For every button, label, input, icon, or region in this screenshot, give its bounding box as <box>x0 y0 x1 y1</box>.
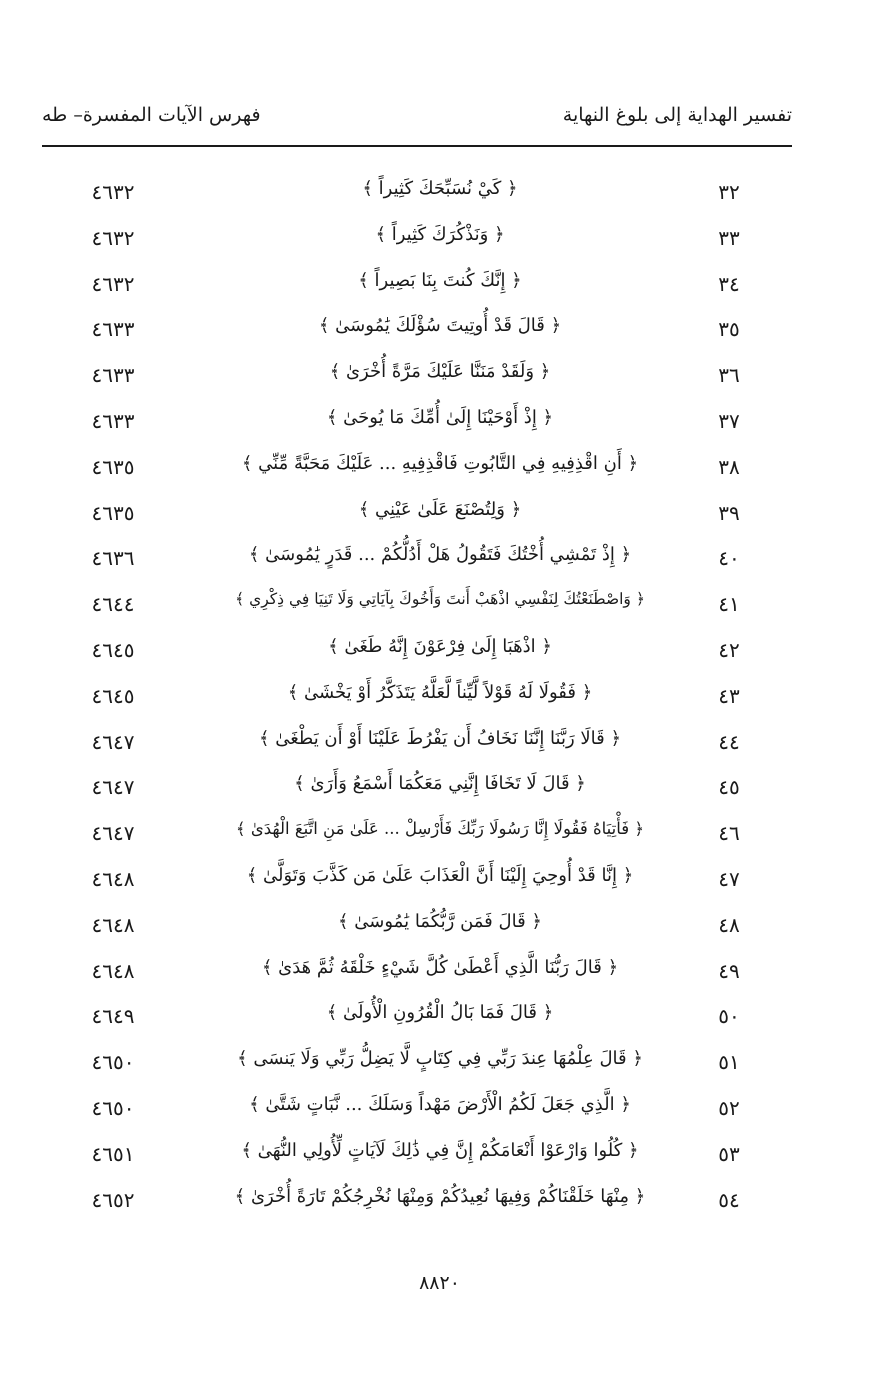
verse-number: ٤٣ <box>718 683 740 708</box>
table-row <box>40 405 800 451</box>
verse-number: ٤٤ <box>718 729 740 754</box>
page-reference: ٤٦٣٢ <box>91 225 135 250</box>
page-reference: ٤٦٤٨ <box>91 866 135 891</box>
verse-text: ﴿ وَاصْطَنَعْتُكَ لِنَفْسِي اذْهَبْ أَنتَ وَأَخُوكَ بِآيَاتِي وَلَا تَنِيَا فِي ذِكْرِي ﴾ <box>235 590 645 609</box>
table-row <box>40 726 800 772</box>
verse-text: ﴿ إِذْ تَمْشِي أُخْتُكَ فَتَقُولُ هَلْ أَدُلُّكُمْ ... قَدَرٍ يَٰمُوسَىٰ ﴾ <box>248 544 632 566</box>
table-row <box>40 1046 800 1092</box>
verse-number: ٤٨ <box>718 912 740 937</box>
page-reference: ٤٦٥٠ <box>91 1050 135 1075</box>
verse-number: ٣٦ <box>718 363 740 388</box>
verse-number: ٥٠ <box>718 1004 740 1029</box>
table-row <box>40 1138 800 1184</box>
verse-text: ﴿ كُلُوا وَارْعَوْا أَنْعَامَكُمْ إِنَّ فِي ذَٰلِكَ لَآيَاتٍ لِّأُولِي النُّهَىٰ ﴾ <box>241 1139 639 1161</box>
page-reference: ٤٦٤٧ <box>91 775 135 800</box>
verse-number: ٣٨ <box>718 454 740 479</box>
verse-text: ﴿ الَّذِي جَعَلَ لَكُمُ الْأَرْضَ مَهْداً وَسَلَكَ ... نَّبَاتٍ شَتَّىٰ ﴾ <box>249 1093 631 1115</box>
page-reference: ٤٦٤٨ <box>91 958 135 983</box>
verse-number: ٣٣ <box>718 225 740 250</box>
verse-text: ﴿ قَالَ فَمَا بَالُ الْقُرُونِ الْأُولَىٰ ﴾ <box>326 1002 554 1024</box>
verse-number: ٣٥ <box>718 317 740 342</box>
verse-text: ﴿ قَالَ عِلْمُهَا عِندَ رَبِّي فِي كِتَابٍ لَّا يَضِلُّ رَبِّي وَلَا يَنسَى ﴾ <box>237 1048 643 1070</box>
verse-number: ٥٢ <box>718 1095 740 1120</box>
verse-text: ﴿ فَقُولَا لَهُ قَوْلاً لَّيِّناً لَّعَلَّهُ يَتَذَكَّرُ أَوْ يَخْشَىٰ ﴾ <box>287 681 593 703</box>
verse-number: ٤٢ <box>718 637 740 662</box>
verse-number: ٤١ <box>718 592 740 617</box>
page-reference: ٤٦٥٠ <box>91 1095 135 1120</box>
table-row <box>40 268 800 314</box>
table-row <box>40 588 800 634</box>
verse-text: ﴿ إِنَّا قَدْ أُوحِيَ إِلَيْنَا أَنَّ الْعَذَابَ عَلَىٰ مَن كَذَّبَ وَتَوَلَّىٰ ﴾ <box>246 864 634 886</box>
table-row <box>40 863 800 909</box>
page-reference: ٤٦٣٢ <box>91 271 135 296</box>
verse-text: ﴿ قَالَ فَمَن رَّبُّكُمَا يَٰمُوسَىٰ ﴾ <box>338 910 542 932</box>
verse-number: ٥١ <box>718 1050 740 1075</box>
page-reference: ٤٦٤٤ <box>91 592 135 617</box>
verse-number: ٣٩ <box>718 500 740 525</box>
page-number: ٨٨٢٠ <box>419 1272 460 1294</box>
verse-text: ﴿ إِنَّكَ كُنتَ بِنَا بَصِيراً ﴾ <box>358 269 522 291</box>
verse-text: ﴿ مِنْهَا خَلَقْنَاكُمْ وَفِيهَا نُعِيدُكُمْ وَمِنْهَا نُخْرِجُكُمْ تَارَةً أُخْرَىٰ ﴾ <box>234 1185 646 1207</box>
verse-text: ﴿ وَنَذْكُرَكَ كَثِيراً ﴾ <box>375 223 505 245</box>
table-row <box>40 359 800 405</box>
verse-number: ٤٥ <box>718 775 740 800</box>
table-row <box>40 497 800 543</box>
table-row <box>40 1184 800 1230</box>
verse-number: ٣٤ <box>718 271 740 296</box>
page-reference: ٤٦٣٥ <box>91 500 135 525</box>
verse-number: ٤٧ <box>718 866 740 891</box>
page-reference: ٤٦٤٩ <box>91 1004 135 1029</box>
verse-text: ﴿ قَالَ لَا تَخَافَا إِنَّنِي مَعَكُمَا أَسْمَعُ وَأَرَىٰ ﴾ <box>294 773 586 795</box>
table-row <box>40 542 800 588</box>
verse-text: ﴿ قَالَ رَبُّنَا الَّذِي أَعْطَىٰ كُلَّ شَيْءٍ خَلْقَهُ ثُمَّ هَدَىٰ ﴾ <box>261 956 619 978</box>
verse-number: ٣٧ <box>718 408 740 433</box>
table-row <box>40 680 800 726</box>
header-divider <box>42 145 792 147</box>
table-row <box>40 1092 800 1138</box>
page-reference: ٤٦٤٥ <box>91 637 135 662</box>
table-row <box>40 771 800 817</box>
verse-text: ﴿ قَالَا رَبَّنَا إِنَّنَا نَخَافُ أَن يَفْرُطَ عَلَيْنَا أَوْ أَن يَطْغَىٰ ﴾ <box>258 727 622 749</box>
verse-text: ﴿ اذْهَبَا إِلَىٰ فِرْعَوْنَ إِنَّهُ طَغَىٰ ﴾ <box>328 635 552 657</box>
verse-number: ٤٠ <box>718 546 740 571</box>
page-reference: ٤٦٤٨ <box>91 912 135 937</box>
verse-number: ٣٢ <box>718 180 740 204</box>
verse-text: ﴿ قَالَ قَدْ أُوتِيتَ سُؤْلَكَ يَٰمُوسَىٰ ﴾ <box>318 315 562 337</box>
verse-number: ٥٣ <box>718 1141 740 1166</box>
page-reference: ٤٦٣٢ <box>91 180 135 204</box>
verse-number: ٤٦ <box>718 821 740 846</box>
verse-text: ﴿ إِذْ أَوْحَيْنَا إِلَىٰ أُمِّكَ مَا يُوحَىٰ ﴾ <box>326 406 554 428</box>
table-row <box>40 176 800 222</box>
page-reference: ٤٦٥١ <box>91 1141 135 1166</box>
table-row <box>40 451 800 497</box>
verse-index-table <box>40 176 800 1229</box>
page-reference: ٤٦٣٥ <box>91 454 135 479</box>
table-row <box>40 313 800 359</box>
page-reference: ٤٦٣٣ <box>91 363 135 388</box>
page-reference: ٤٦٣٦ <box>91 546 135 571</box>
page-reference: ٤٦٤٧ <box>91 821 135 846</box>
verse-text: ﴿ وَلِتُصْنَعَ عَلَىٰ عَيْنِي ﴾ <box>358 498 522 520</box>
verse-text: ﴿ فَأْتِيَاهُ فَقُولَا إِنَّا رَسُولَا رَبِّكَ فَأَرْسِلْ ... عَلَىٰ مَنِ اتَّبَعَ الْهُدَىٰ ﴾ <box>235 819 645 839</box>
page-reference: ٤٦٣٣ <box>91 408 135 433</box>
section-title: فهرس الآيات المفسرة– طه <box>42 104 261 126</box>
table-row <box>40 817 800 863</box>
book-title: تفسير الهداية إلى بلوغ النهاية <box>562 104 792 126</box>
table-row <box>40 222 800 268</box>
page-reference: ٤٦٣٣ <box>91 317 135 342</box>
verse-text: ﴿ كَيْ نُسَبِّحَكَ كَثِيراً ﴾ <box>362 178 518 199</box>
verse-text: ﴿ وَلَقَدْ مَنَنَّا عَلَيْكَ مَرَّةً أُخْرَىٰ ﴾ <box>329 361 551 383</box>
table-row <box>40 634 800 680</box>
table-row <box>40 1000 800 1046</box>
running-header <box>42 104 792 140</box>
page-reference: ٤٦٤٧ <box>91 729 135 754</box>
table-row <box>40 955 800 1001</box>
page-reference: ٤٦٤٥ <box>91 683 135 708</box>
verse-text: ﴿ أَنِ اقْذِفِيهِ فِي التَّابُوتِ فَاقْذِفِيهِ ... عَلَيْكَ مَحَبَّةً مِّنِّي ﴾ <box>241 452 639 474</box>
verse-number: ٤٩ <box>718 958 740 983</box>
verse-number: ٥٤ <box>718 1187 740 1212</box>
page-reference: ٤٦٥٢ <box>91 1187 135 1212</box>
table-row <box>40 909 800 955</box>
